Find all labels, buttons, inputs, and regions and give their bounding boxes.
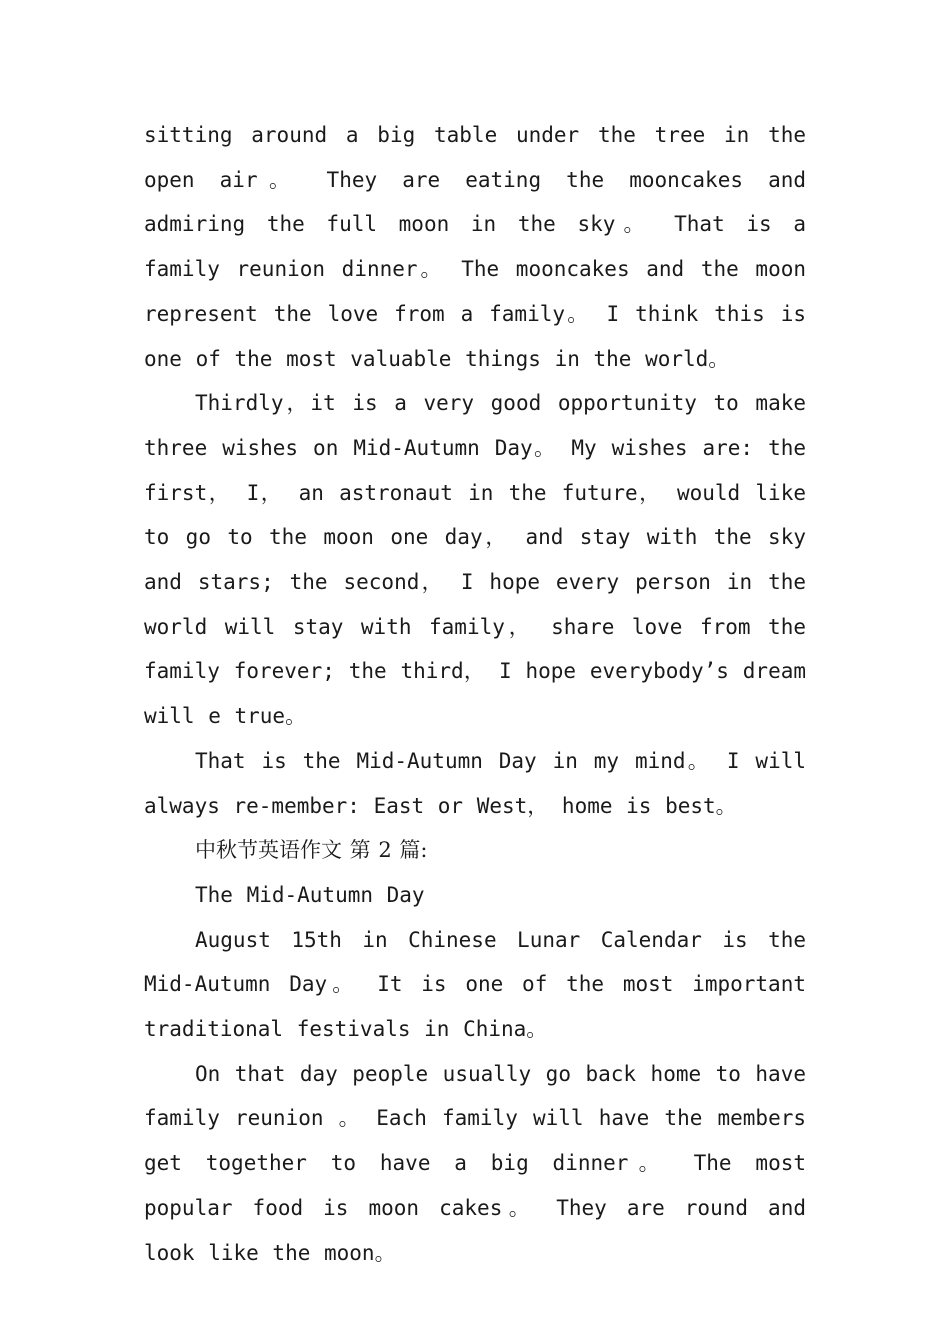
paragraph-three-wishes: Thirdly，it is a very good opportunity to make three wishes on Mid-Autumn Day。 My wishes are: the first， I， an astronaut in the future， would like to go to the moon one day， and stay with the sky and stars; the second， I hope every person in the world will stay with family， share love from the family forever; the third， I hope everybody’s dream will e true。 xyxy=(144,391,806,729)
paragraph-family-reunion: On that day people usually go back home to have family reunion 。 Each family will have the members get together to have a big dinner。 The most popular food is moon cakes。 They are round and look like the moon。 xyxy=(144,1061,806,1265)
essay-section-heading: 中秋节英语作文 第 2 篇: xyxy=(195,838,428,863)
essay-title: The Mid-Autumn Day xyxy=(195,882,425,907)
paragraph-conclusion: That is the Mid-Autumn Day in my mind。 I will always re-member: East or West， home is best。 xyxy=(144,748,806,818)
document-body xyxy=(144,113,806,1275)
paragraph-family-dinner: sitting around a big table under the tree in the open air。 They are eating the mooncakes and admiring the full moon in the sky。 That is a family reunion dinner。 The mooncakes and the moon represent the love from a family。 I think this is one of the most valuable things in the world。 xyxy=(144,123,806,371)
paragraph-festival-date: August 15th in Chinese Lunar Calendar is the Mid-Autumn Day。 It is one of the most important traditional festivals in China。 xyxy=(144,927,806,1042)
